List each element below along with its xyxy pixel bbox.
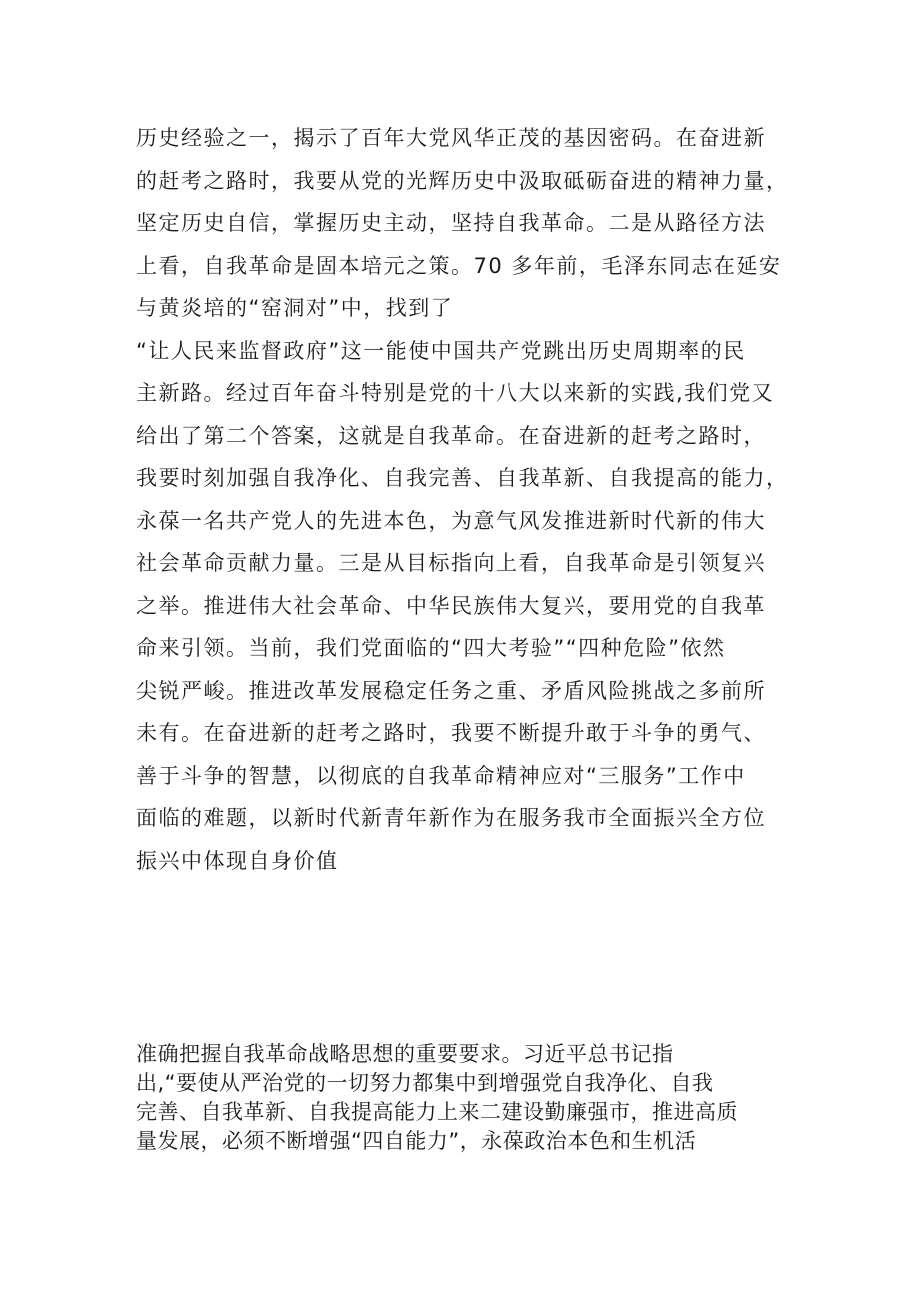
text-line: 之举。推进伟大社会革命、中华民族伟大复兴，要用党的自我革 [136,593,766,618]
text-line: 永葆一名共产党人的先进本色，为意气风发推进新时代新的伟大 [136,508,766,533]
text-line: 社会革命贡献力量。三是从目标指向上看，自我革命是引领复兴 [136,551,766,575]
text-line: “让人民来监督政府”这一能使中国共产党跳出历史周期率的民 [136,338,746,363]
text-line: 给出了第二个答案，这就是自我革命。在奋进新的赶考之路时， [136,423,766,448]
paragraph-strategic-requirements [136,1040,826,1156]
text-line: 我要时刻加强自我净化、自我完善、自我革新、自我提高的能力， [136,466,789,490]
text-line: 面临的难题，以新时代新青年新作为在服务我市全面振兴全方位 [136,806,766,830]
text-line: 的赶考之路时，我要从党的光辉历史中汲取砥砺奋进的精神力量， [136,168,789,193]
text-line: 尖锐严峻。推进改革发展稳定任务之重、矛盾风险挑战之多前所 [136,678,766,703]
text-line: 未有。在奋进新的赶考之路时，我要不断提升敢于斗争的勇气、 [136,721,766,745]
text-line: 主新路。经过百年奋斗特别是党的十八大以来新的实践,我们党又 [136,381,775,405]
text-line: 历史经验之一，揭示了百年大党风华正茂的基因密码。在奋进新 [136,126,766,150]
text-line: 坚定历史自信，掌握历史主动，坚持自我革命。二是从路径方法 [136,211,766,235]
text-line: 完善、自我革新、自我提高能力上来二建设勤廉强市，推进高质 [136,1100,738,1124]
text-line: 命来引领。当前，我们党面临的“四大考验”“四种危险”依然 [136,636,726,660]
text-line: 上看，自我革命是固本培元之策。70 多年前，毛泽东同志在延安 [136,253,782,278]
paragraph-self-revolution-history [136,117,826,882]
text-line: 出,“要使从严治党的一切努力都集中到增强党自我净化、自我 [136,1071,714,1095]
text-line: 量发展，必须不断增强“四自能力”，永葆政治本色和生机活 [136,1129,697,1153]
text-line: 与黄炎培的“窑洞对”中，找到了 [136,296,454,320]
text-line: 振兴中体现自身价值 [136,848,339,873]
text-line: 善于斗争的智慧，以彻底的自我革命精神应对“三服务”工作中 [136,763,746,788]
text-line: 准确把握自我革命战略思想的重要要求。习近平总书记指 [136,1042,674,1066]
